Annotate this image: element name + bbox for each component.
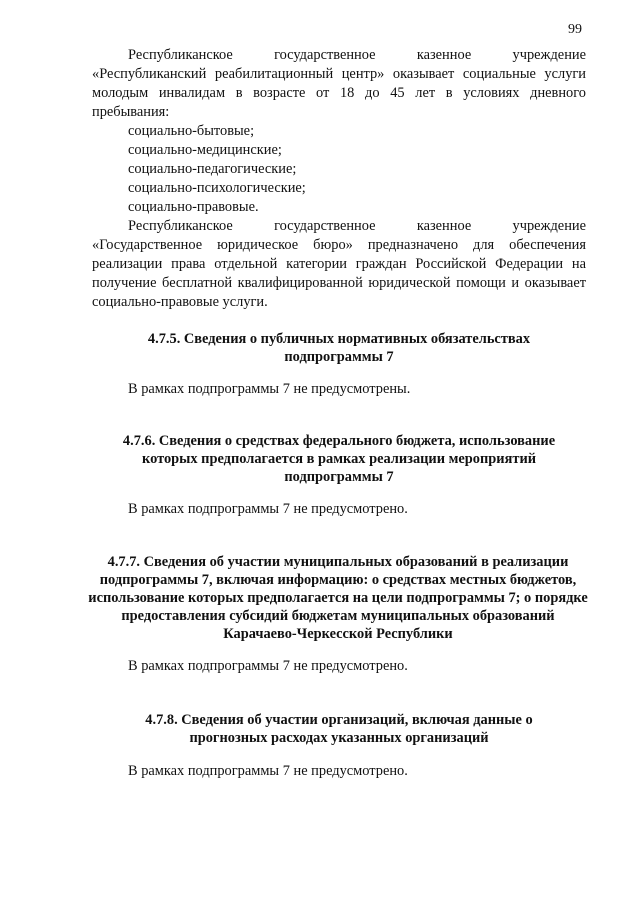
list-item: социально-педагогические; xyxy=(128,161,297,177)
section-heading-4-7-5: 4.7.5. Сведения о публичных нормативных обязательствах подпрограммы 7 xyxy=(147,331,531,365)
section-text-4-7-7: В рамках подпрограммы 7 не предусмотрено. xyxy=(128,658,408,674)
section-text-4-7-5: В рамках подпрограммы 7 не предусмотрены. xyxy=(128,381,411,397)
section-text-4-7-6: В рамках подпрограммы 7 не предусмотрено. xyxy=(128,501,408,517)
intro-paragraph-legal-bureau: Республиканское государственное казенное учреждение «Государственное юридическое бюро» предназначено для обеспечения реализации права отдельной категории граждан Российской Федерации на получение бесплатной квалифицированной юридической помощи и оказывает социально-правовые услуги. xyxy=(92,218,586,310)
section-heading-4-7-7: 4.7.7. Сведения об участии муниципальных образований в реализации подпрограммы 7, включая информацию: о средствах местных бюджетов, использование которых предполагается на цели подпрограммы 7; о порядке предоставления субсидий бюджетам муниципальных образований Карачаево-Черкесской Республики xyxy=(88,554,588,642)
page-number: 99 xyxy=(568,22,582,37)
intro-paragraph-rehab-center: Республиканское государственное казенное учреждение «Республиканский реабилитационный центр» оказывает социальные услуги молодым инвалидам в возрасте от 18 до 45 лет в условиях дневного пребывания: xyxy=(92,47,586,120)
section-text-4-7-8: В рамках подпрограммы 7 не предусмотрено. xyxy=(128,763,408,779)
section-heading-4-7-8: 4.7.8. Сведения об участии организаций, включая данные о прогнозных расходах указанных организаций xyxy=(145,712,533,746)
services-list xyxy=(92,122,586,217)
list-item: социально-правовые. xyxy=(128,199,259,215)
intro-block xyxy=(92,46,586,312)
list-item: социально-психологические; xyxy=(128,180,306,196)
list-item: социально-бытовые; xyxy=(128,123,255,139)
list-item: социально-медицинские; xyxy=(128,142,282,158)
section-heading-4-7-6: 4.7.6. Сведения о средствах федерального бюджета, использование которых предполагается в рамках реализации мероприятий подпрограммы 7 xyxy=(122,433,556,485)
